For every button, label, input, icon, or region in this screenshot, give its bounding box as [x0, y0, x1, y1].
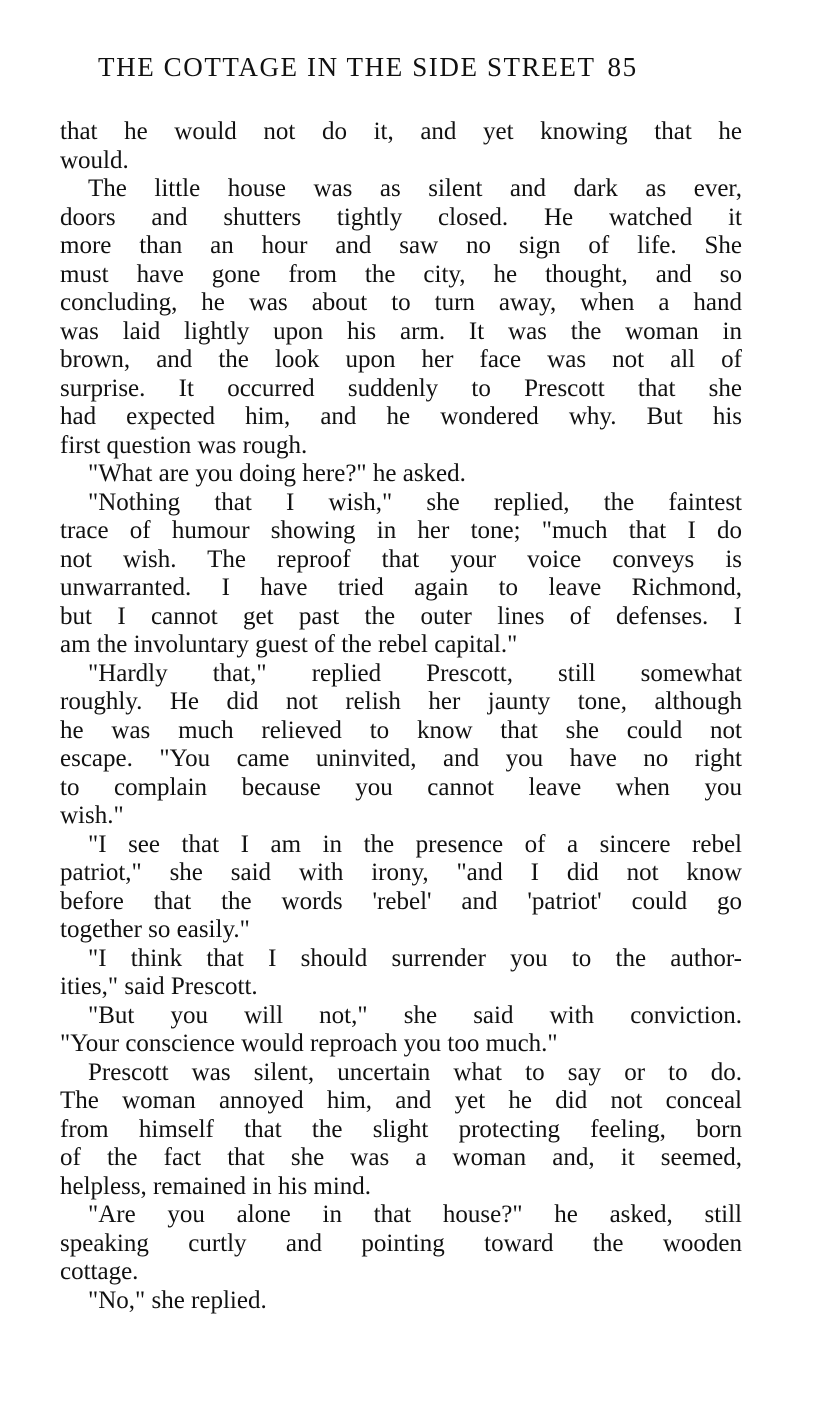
- text-line: "I think that I should surrender you to the author-: [88, 944, 742, 972]
- text-line: "I see that I am in the presence of a sincere rebel: [88, 830, 742, 858]
- text-line: he was much relieved to know that she could not: [60, 716, 742, 744]
- text-line: "Nothing that I wish," she replied, the faintest: [88, 488, 742, 516]
- text-line: The little house was as silent and dark as ever,: [88, 175, 742, 202]
- text-line: am the involuntary guest of the rebel capital.": [60, 631, 518, 658]
- text-line: first question was rough.: [60, 431, 308, 459]
- text-line: The woman annoyed him, and yet he did not conceal: [60, 1087, 742, 1114]
- text-line: "Hardly that," replied Prescott, still somewhat: [88, 659, 742, 687]
- text-line: "But you will not," she said with conviction.: [88, 1001, 742, 1029]
- text-line: wish.": [60, 802, 124, 829]
- text-line: was laid lightly upon his arm. It was the woman in: [60, 317, 742, 345]
- page-number: 85: [607, 52, 638, 82]
- text-line: brown, and the look upon her face was not all of: [60, 346, 742, 373]
- text-line: of the fact that she was a woman and, it seemed,: [60, 1144, 742, 1171]
- text-line: "Are you alone in that house?" he asked, still: [88, 1201, 742, 1228]
- text-line: cottage.: [60, 1258, 139, 1285]
- running-header: [98, 52, 778, 92]
- text-line: more than an hour and saw no sign of life. She: [60, 232, 742, 259]
- text-line: speaking curtly and pointing toward the wooden: [60, 1229, 742, 1257]
- text-line: roughly. He did not relish her jaunty tone, although: [60, 688, 742, 715]
- text-line: escape. "You came uninvited, and you have no right: [60, 745, 742, 772]
- text-line: that he would not do it, and yet knowing that he: [60, 118, 742, 145]
- text-line: surprise. It occurred suddenly to Prescott that she: [60, 374, 742, 402]
- text-line: together so easily.": [60, 916, 250, 943]
- text-line: from himself that the slight protecting feeling, born: [60, 1115, 742, 1143]
- text-line: "What are you doing here?" he asked.: [88, 460, 466, 487]
- text-line: Prescott was silent, uncertain what to say or to do.: [88, 1058, 742, 1086]
- running-title: THE COTTAGE IN THE SIDE STREET: [98, 52, 596, 82]
- text-line: doors and shutters tightly closed. He watched it: [60, 203, 742, 231]
- text-line: patriot," she said with irony, "and I did not know: [60, 859, 742, 886]
- text-line: but I cannot get past the outer lines of defenses. I: [60, 602, 742, 630]
- text-line: ities," said Prescott.: [60, 973, 258, 1000]
- text-line: must have gone from the city, he thought, and so: [60, 260, 742, 288]
- text-line: concluding, he was about to turn away, when a hand: [60, 289, 742, 316]
- text-line: not wish. The reproof that your voice conveys is: [60, 545, 742, 573]
- body-text: [60, 118, 742, 1315]
- text-line: had expected him, and he wondered why. But his: [60, 403, 742, 430]
- text-line: to complain because you cannot leave when you: [60, 773, 742, 801]
- text-line: "No," she replied.: [88, 1286, 267, 1314]
- text-line: would.: [60, 146, 129, 174]
- text-line: trace of humour showing in her tone; "much that I do: [60, 517, 742, 544]
- text-line: "Your conscience would reproach you too much.": [60, 1030, 558, 1057]
- text-line: unwarranted. I have tried again to leave Richmond,: [60, 574, 742, 601]
- text-line: helpless, remained in his mind.: [60, 1172, 372, 1200]
- text-line: before that the words 'rebel' and 'patriot' could go: [60, 887, 742, 915]
